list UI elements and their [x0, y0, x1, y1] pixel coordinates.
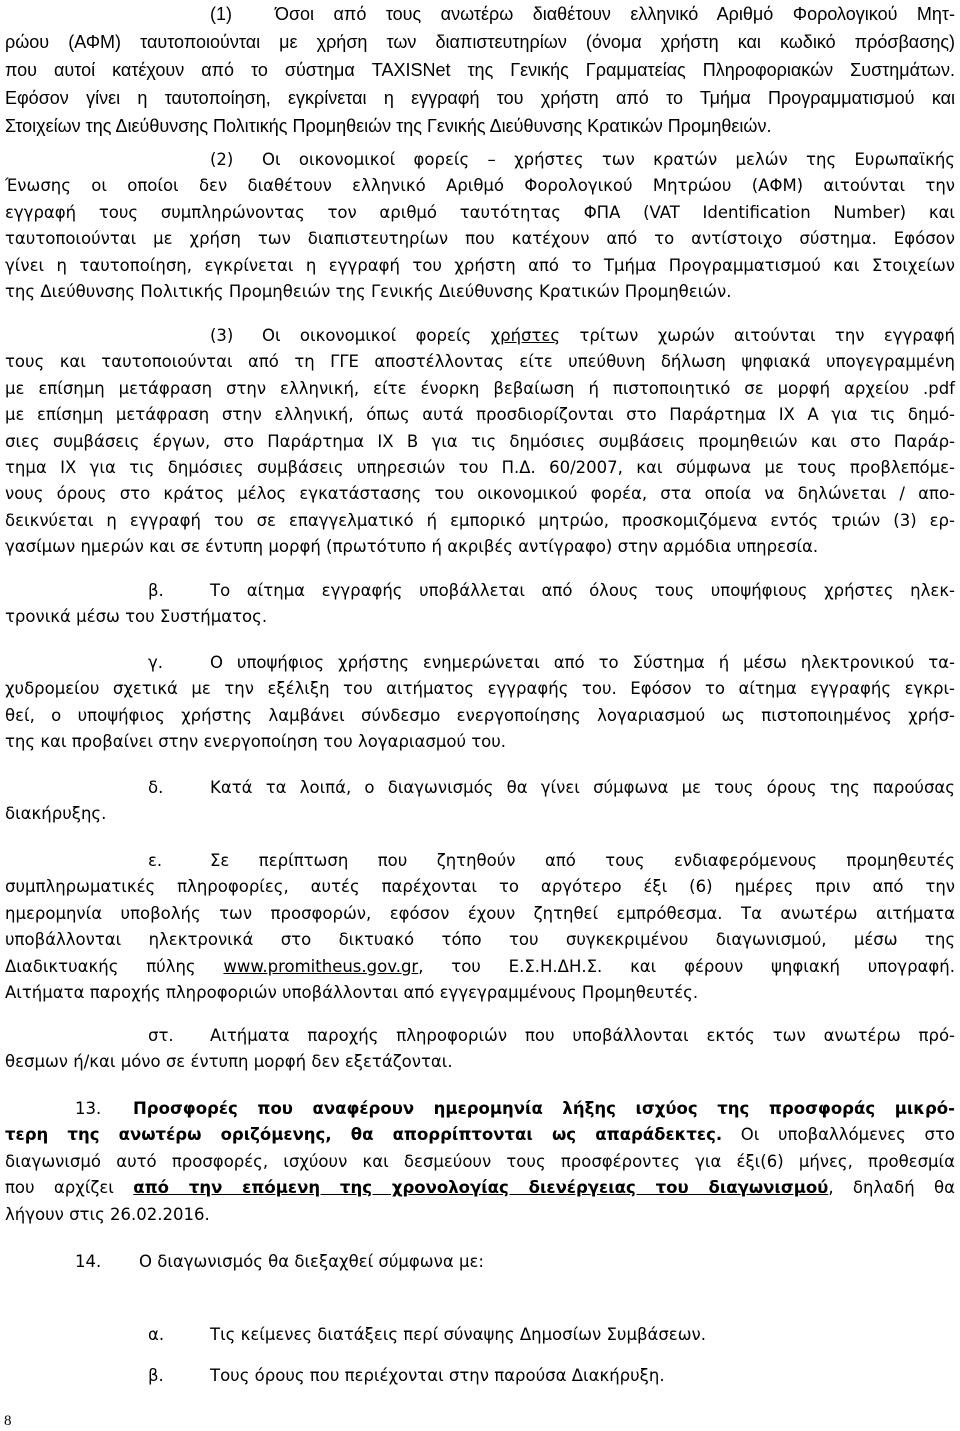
paragraph-line: γίνει η ταυτοποίηση, εγκρίνεται η εγγραφή του χρήστη από το Τμήμα Προγραμματισμού και Στοιχείων	[5, 255, 955, 275]
line-text: Αιτήματα παροχής πληροφοριών που υποβάλλονται εκτός των ανωτέρω πρό-	[210, 1026, 955, 1045]
paragraph-1	[5, 0, 955, 140]
paragraph-line: νους όρους στο κράτος μέλος εγκατάστασης του οικονομικού φορέα, στα οποία να δηλώνεται / απο-	[5, 484, 955, 504]
paragraph-line: Αιτήματα παροχής πληροφοριών υποβάλλονται από εγγεγραμμένους Προμηθευτές.	[5, 982, 699, 1002]
paragraph-line: ρώου (ΑΦΜ) ταυτοποιούνται με χρήση των διαπιστευτηρίων (όνομα χρήστη και κωδικό πρόσβασης)	[5, 32, 955, 52]
promitheus-link[interactable]: www.promitheus.gov.gr	[223, 956, 419, 976]
paragraph-label: γ.	[148, 653, 164, 672]
section-number: 13.	[75, 1099, 102, 1118]
paragraph-line: ταυτοποιούνται με χρήση των διαπιστευτηρίων που κατέχουν από το αντίστοιχο σύστημα. Εφόσον	[5, 229, 955, 249]
paragraph-line: ημερομηνία υποβολής των προσφορών, εφόσον έχουν ζητηθεί εμπρόθεσμα. Τα ανωτέρω αιτήματα	[5, 903, 955, 923]
paragraph-line: Στοιχείων της Διεύθυνσης Πολιτικής Προμηθειών της Γενικής Διεύθυνσης Κρατικών Προμηθειών.	[5, 116, 772, 136]
paragraph-line: σιες συμβάσεις έργων, στο Παράρτημα IX B για τις δημόσιες συμβάσεις προμηθειών και στο Παράρ-	[5, 431, 955, 451]
line-text: Ο διαγωνισμός θα διεξαχθεί σύμφωνα με:	[139, 1252, 484, 1271]
paragraph-line: τρονικά μέσω του Συστήματος.	[5, 607, 268, 627]
line-text: που αρχίζει	[5, 1178, 134, 1198]
paragraph-label: ε.	[148, 851, 163, 870]
line-text: Ο υποψήφιος χρήστης ενημερώνεται από το Σύστημα ή μέσω ηλεκτρονικού τα-	[210, 653, 955, 672]
paragraph-line	[5, 775, 955, 801]
paragraph-label: δ.	[148, 778, 164, 797]
paragraph-line	[5, 1122, 955, 1148]
line-text: Οι υποβαλλόμενες στο	[722, 1125, 955, 1145]
paragraph-line: γασίμων ημερών και σε έντυπη μορφή (πρωτότυπο ή ακριβές αντίγραφο) στην αρμόδια υπηρεσία.	[5, 537, 819, 557]
section-14	[5, 1249, 955, 1275]
paragraph-line: θεί, ο υποψήφιος χρήστης λαμβάνει σύνδεσμο ενεργοποίησης λογαριασμού ως πιστοποιημένος χρήσ-	[5, 705, 955, 725]
page-number: 8	[4, 1413, 12, 1429]
paragraph-line: τους και ταυτοποιούνται από τη ΓΓΕ αποστέλλοντας είτε υπεύθυνη δήλωση ψηφιακά υπογεγραμμένη	[5, 352, 955, 372]
paragraph-label: (1)	[210, 4, 232, 24]
paragraph-line: της Διεύθυνσης Πολιτικής Προμηθειών της Γενικής Διεύθυνσης Κρατικών Προμηθειών.	[5, 281, 732, 301]
list-item-a	[5, 1322, 955, 1348]
line-text: Το αίτημα εγγραφής υποβάλλεται από όλους τους υποψήφιους χρήστες ηλεκ-	[210, 581, 955, 600]
paragraph-line: τημα IX για τις δημόσιες συμβάσεις υπηρεσιών του Π.Δ. 60/2007, και σύμφωνα με τους προβλεπόμε-	[5, 457, 955, 477]
underlined-word: χρήστες	[490, 326, 561, 345]
paragraph-label: (3)	[210, 326, 234, 345]
paragraph-label: στ.	[148, 1026, 174, 1045]
subparagraph-b	[5, 578, 955, 631]
line-text: , του Ε.Σ.Η.ΔΗ.Σ. και φέρουν ψηφιακή υπογραφή.	[418, 956, 956, 976]
list-item-text: Τους όρους που περιέχονται στην παρούσα Διακήρυξη.	[210, 1366, 665, 1385]
paragraph-line: λήγουν στις 26.02.2016.	[5, 1204, 210, 1224]
paragraph-line	[5, 954, 955, 980]
section-number: 14.	[75, 1252, 102, 1271]
line-text: τρίτων χωρών αιτούνται την εγγραφή	[560, 326, 955, 345]
paragraph-line	[5, 578, 955, 604]
paragraph-line: Εφόσον γίνει η ταυτοποίηση, εγκρίνεται η εγγραφή του χρήστη από το Τμήμα Προγραμματισμού και	[5, 88, 955, 108]
line-text: Οι οικονομικοί φορείς – χρήστες των κρατών μελών της Ευρωπαϊκής	[262, 150, 955, 169]
paragraph-line	[5, 848, 955, 874]
list-label: α.	[148, 1325, 165, 1344]
line-text: , δηλαδή θα	[828, 1178, 956, 1198]
line-text: Όσοι από τους ανωτέρω διαθέτουν ελληνικό Αριθμό Φορολογικού Μητ-	[275, 4, 955, 24]
paragraph-line: χυδρομείου σχετικά με την εξέλιξη του αιτήματος εγγραφής του. Εφόσον το αίτημα εγγραφής εγκρι-	[5, 679, 955, 699]
paragraph-line: της και προβαίνει στην ενεργοποίηση του λογαριασμού του.	[5, 732, 507, 752]
subparagraph-e	[5, 848, 955, 1006]
paragraph-3	[5, 323, 955, 561]
paragraph-line: υποβάλλονται ηλεκτρονικά στο δικτυακό τόπο του συγκεκριμένου διαγωνισμού, μέσω της	[5, 930, 955, 950]
bold-text: τερη της ανωτέρω οριζόμενης, θα απορρίπτονται ως απαράδεκτες.	[5, 1125, 723, 1145]
paragraph-line: που αυτοί κατέχουν από το σύστημα TAXISNet της Γενικής Γραμματείας Πληροφοριακών Συστημάτων.	[5, 60, 955, 80]
list-label: β.	[148, 1366, 164, 1385]
paragraph-2	[5, 147, 955, 305]
paragraph-line	[5, 1023, 955, 1049]
line-text: Κατά τα λοιπά, ο διαγωνισμός θα γίνει σύμφωνα με τους όρους της παρούσας	[210, 778, 955, 797]
paragraph-line: με επίσημη μετάφραση στην ελληνική, όπως αυτά προσδιορίζονται στο Παράρτημα IX A για τις δημό-	[5, 405, 955, 425]
paragraph-line	[5, 650, 955, 676]
paragraph-line: εγγραφή τους συμπληρώνοντας τον αριθμό ταυτότητας ΦΠΑ (VAT Identification Number) και	[5, 202, 955, 222]
subparagraph-f	[5, 1023, 955, 1076]
paragraph-line: θεσμων ή/και μόνο σε έντυπη μορφή δεν εξετάζονται.	[5, 1052, 453, 1072]
line-text: Οι οικονομικοί φορείς	[262, 326, 491, 345]
list-item	[5, 1322, 955, 1348]
line-text: Διαδικτυακής πύλης	[5, 956, 224, 976]
section-13	[5, 1096, 955, 1228]
paragraph-line: Ένωσης οι οποίοι δεν διαθέτουν ελληνικό Αριθμό Φορολογικού Μητρώου (ΑΦΜ) αιτούνται την	[5, 176, 955, 196]
list-item-b	[5, 1363, 955, 1389]
paragraph-line	[5, 0, 955, 28]
paragraph-line: συμπληρωματικές πληροφορίες, αυτές παρέχονται το αργότερο έξι (6) ημέρες πριν από την	[5, 877, 955, 897]
paragraph-line: δεικνύεται η εγγραφή του σε επαγγελματικό ή εμπορικό μητρώο, προσκομιζόμενα εντός τριών (3) ερ-	[5, 510, 955, 530]
paragraph-line	[5, 1249, 955, 1275]
paragraph-line: διακήρυξης.	[5, 804, 107, 824]
paragraph-line	[5, 323, 955, 349]
bold-underlined-text: από την επόμενη της χρονολογίας διενέργειας του διαγωνισμού	[133, 1178, 829, 1198]
list-item	[5, 1363, 955, 1389]
paragraph-label: (2)	[210, 150, 234, 169]
paragraph-line	[5, 1096, 955, 1122]
paragraph-line: με επίσημη μετάφραση στην ελληνική, είτε ένορκη βεβαίωση ή πιστοποιητικό σε μορφή αρχείου .pdf	[5, 378, 955, 398]
line-text: Σε περίπτωση που ζητηθούν από τους ενδιαφερόμενους προμηθευτές	[210, 851, 955, 870]
subparagraph-c	[5, 650, 955, 756]
paragraph-line	[5, 147, 955, 173]
subparagraph-d	[5, 775, 955, 828]
paragraph-line: διαγωνισμό αυτό προσφορές, ισχύουν και δεσμεύουν τους προσφέροντες για έξι(6) μήνες, προθεσμία	[5, 1151, 955, 1171]
paragraph-label: β.	[148, 581, 164, 600]
bold-text: Προσφορές που αναφέρουν ημερομηνία λήξης ισχύος της προσφοράς μικρό-	[133, 1099, 955, 1118]
list-item-text: Τις κείμενες διατάξεις περί σύναψης Δημοσίων Συμβάσεων.	[210, 1325, 707, 1344]
paragraph-line	[5, 1175, 955, 1201]
